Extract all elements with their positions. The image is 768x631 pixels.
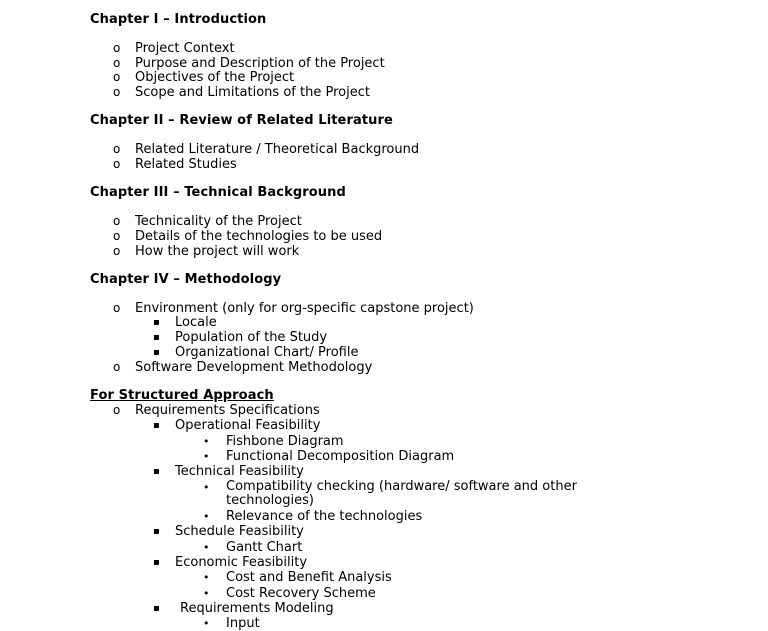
list-item: Input bbox=[226, 616, 260, 631]
bullet-dot: • bbox=[203, 571, 210, 584]
bullet-dot: • bbox=[203, 587, 210, 600]
list-item: Functional Decomposition Diagram bbox=[226, 449, 455, 464]
bullet-circle: o bbox=[113, 85, 121, 99]
bullet-square: ▪ bbox=[153, 557, 160, 568]
bullet-circle: o bbox=[113, 244, 121, 258]
list-item: Requirements Specifications bbox=[135, 403, 320, 418]
list-item: Locale bbox=[175, 315, 217, 330]
bullet-circle: o bbox=[113, 360, 121, 374]
structured-approach-heading: For Structured Approach bbox=[90, 388, 274, 403]
bullet-dot: • bbox=[203, 435, 210, 448]
bullet-dot: • bbox=[203, 541, 210, 554]
list-item: Economic Feasibility bbox=[175, 555, 308, 570]
list-item: Schedule Feasibility bbox=[175, 524, 304, 539]
bullet-square: ▪ bbox=[153, 466, 160, 477]
chapter-3-heading: Chapter III – Technical Background bbox=[90, 185, 346, 200]
list-item: Operational Feasibility bbox=[175, 418, 321, 433]
bullet-circle: o bbox=[113, 301, 121, 315]
bullet-circle: o bbox=[113, 142, 121, 156]
chapter-4-heading: Chapter IV – Methodology bbox=[90, 272, 282, 287]
list-item: Relevance of the technologies bbox=[226, 509, 423, 524]
bullet-circle: o bbox=[113, 70, 121, 84]
list-item: Organizational Chart/ Profile bbox=[175, 345, 359, 360]
list-item: How the project will work bbox=[135, 244, 300, 259]
list-item: Software Development Methodology bbox=[135, 360, 373, 375]
bullet-square: ▪ bbox=[153, 317, 160, 328]
bullet-dot: • bbox=[203, 510, 210, 523]
bullet-circle: o bbox=[113, 403, 121, 417]
bullet-dot: • bbox=[203, 617, 210, 630]
list-item: Related Literature / Theoretical Background bbox=[135, 142, 420, 157]
bullet-circle: o bbox=[113, 157, 121, 171]
list-item: Purpose and Description of the Project bbox=[135, 56, 385, 71]
list-item: Objectives of the Project bbox=[135, 70, 295, 85]
bullet-square: ▪ bbox=[153, 526, 160, 537]
bullet-square: ▪ bbox=[153, 347, 160, 358]
bullet-square: ▪ bbox=[153, 420, 160, 431]
bullet-circle: o bbox=[113, 41, 121, 55]
bullet-square: ▪ bbox=[153, 603, 160, 614]
bullet-square: ▪ bbox=[153, 332, 160, 343]
list-item: Requirements Modeling bbox=[180, 601, 334, 616]
bullet-circle: o bbox=[113, 56, 121, 70]
list-item: Environment (only for org-specific capstone project) bbox=[135, 301, 474, 316]
bullet-dot: • bbox=[203, 481, 210, 494]
chapter-2-heading: Chapter II – Review of Related Literature bbox=[90, 113, 393, 128]
list-item: Technical Feasibility bbox=[175, 464, 304, 479]
list-item: Gantt Chart bbox=[226, 540, 303, 555]
list-item: Scope and Limitations of the Project bbox=[135, 85, 370, 100]
bullet-dot: • bbox=[203, 450, 210, 463]
list-item: Details of the technologies to be used bbox=[135, 229, 383, 244]
list-item: Cost Recovery Scheme bbox=[226, 586, 376, 601]
list-item: Fishbone Diagram bbox=[226, 434, 344, 449]
list-item: Project Context bbox=[135, 41, 235, 56]
list-item: Related Studies bbox=[135, 157, 237, 172]
list-item: Cost and Benefit Analysis bbox=[226, 570, 392, 585]
chapter-1-heading: Chapter I – Introduction bbox=[90, 12, 267, 27]
bullet-circle: o bbox=[113, 214, 121, 228]
list-item: Population of the Study bbox=[175, 330, 328, 345]
bullet-circle: o bbox=[113, 229, 121, 243]
list-item: Compatibility checking (hardware/ software and other technologies) bbox=[226, 479, 577, 508]
list-item: Technicality of the Project bbox=[135, 214, 302, 229]
